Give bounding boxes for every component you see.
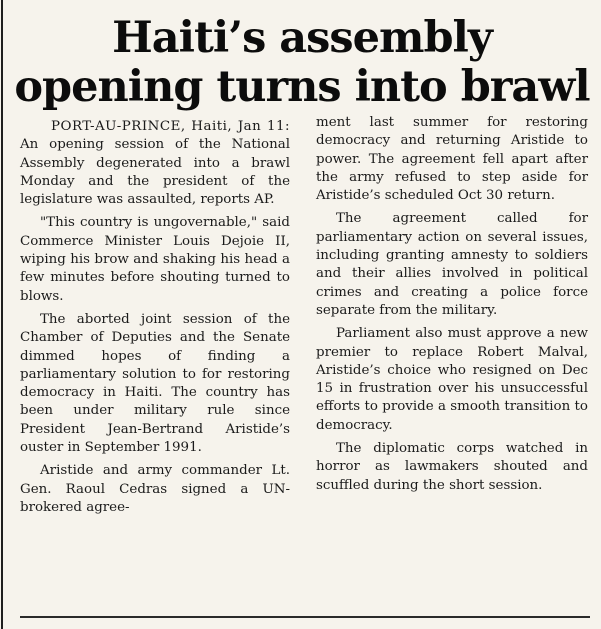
paragraph-2: "This country is ungovernable," said Commerce Minister Louis Dejoie II, wiping his brow and shaking his head a few minutes before shouting turned to blows. [20,215,290,304]
paragraph-1-text: An opening session of the National Assembly degenerated into a brawl Monday and the president of the legislature was assaulted, reports AP. [20,137,290,208]
paragraph-7: Parliament also must approve a new premier to replace Robert Malval, Aristide’s choice who resigned on Dec 15 in frustration over his unsuccessful efforts to provide a smooth transition to democracy. [316,326,588,433]
paragraph-3: The aborted joint session of the Chamber of Deputies and the Senate dimmed hopes of finding a parliamentary solution to for restoring democracy in Haiti. The country has been under military rule since President Jean-Bertrand Aristide’s ouster in September 1991. [20,311,290,456]
paragraph-6: The agreement called for parliamentary action on several issues, including granting amnesty to soldiers and their allies involved in political crimes and creating a police force separate from the military. [316,211,588,318]
paragraph-1 [20,118,290,209]
paragraph-8: The diplomatic corps watched in horror as lawmakers shouted and scuffled during the short session. [316,441,588,493]
article-column-left [20,118,290,522]
paragraph-4: Aristide and army commander Lt. Gen. Raoul Cedras signed a UN-brokered agree- [20,463,290,515]
dateline: PORT-AU-PRINCE, Haiti, Jan 11: [50,119,290,134]
clipping-left-edge [1,0,3,629]
bottom-rule [20,616,590,618]
article-column-right [316,114,588,500]
headline: Haiti’s assembly opening turns into brawl [14,13,590,112]
paragraph-5: ment last summer for restoring democracy and returning Aristide to power. The agreement fell apart after the army refused to step aside for Aristide’s scheduled Oct 30 return. [316,115,588,204]
